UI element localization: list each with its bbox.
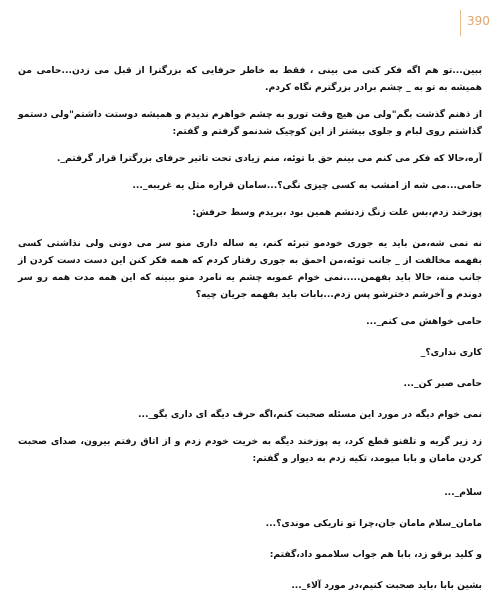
book-page-text [18, 62, 482, 604]
paragraph-14: و کلید برقو زد، بابا هم جواب سلاممو داد،گفتم: [269, 549, 482, 560]
paragraph-12: سلام_... [444, 487, 482, 498]
paragraph-6: نه نمی شه،من باید یه جوری خودمو تبرئه کنم، یه ساله داری منو سر می دونی ولی نذاشتی کسی بفهمه مخالفت از _ جانب توئه،من احمق به جوری رفتار کردم که همه فکر کنن این دست دست کردن از جانب منه، حالا باید بفهمن.....نمی خوام عموبه چشم یه نامرد منو ببینه که این همه مدت همه رو سر دوندم و آخرشم دخترشو پس زدم...بابات باید بفهمه جریان چیه؟ [18, 238, 482, 300]
paragraph-9: حامی صبر کن_... [403, 378, 482, 389]
paragraph-15: بشین بابا ،باید صحبت کنیم،در مورد آلاء_... [291, 580, 482, 591]
paragraph-1: ببین...تو هم اگه فکر کنی می بینی ، فقط به خاطر حرفایی که بزرگترا از قبل می زدن...حامی من همیشه به تو به _ چشم برادر بزرگترم نگاه کردم. [18, 65, 482, 93]
paragraph-3: آره،حالا که فکر می کنم می بینم حق با توئه، منم زیادی تحت تاثیر حرفای بزرگترا قرار گرفتم_. [56, 153, 482, 164]
page-number: 390 [460, 10, 500, 36]
paragraph-13: مامان_سلام مامان جان،چرا تو تاریکی موندی؟... [265, 518, 482, 529]
paragraph-8: کاری نداری؟_ [420, 347, 482, 358]
paragraph-5: پوزخند زدم،بس علت زنگ زدنشم همین بود ،بریدم وسط حرفش: [192, 207, 482, 218]
paragraph-10: نمی خوام دیگه در مورد این مسئله صحبت کنم،اگه حرف دیگه ای داری بگو_... [138, 409, 482, 420]
paragraph-7: حامی خواهش می کنم_... [366, 316, 482, 327]
paragraph-2: از ذهنم گذشت بگم"ولی من هیچ وقت تورو به چشم خواهرم ندیدم و همیشه دوستت داشتم"ولی دستمو گذاشتم روی لبام و جلوی بیشتر از این کوچیک شدنمو گرفتم و گفتم: [18, 109, 482, 137]
paragraph-11: زد زیر گریه و تلفنو قطع کرد، یه پوزخند دیگه به خریت خودم زدم و از اتاق رفتم بیرون، صدای صحبت کردن مامان و بابا میومد، تکیه زدم به دیوار و گفتم: [18, 436, 482, 464]
paragraph-4: حامی...می شه از امشب به کسی چیزی نگی؟...سامان قراره مثل یه غریبه_... [132, 180, 482, 191]
